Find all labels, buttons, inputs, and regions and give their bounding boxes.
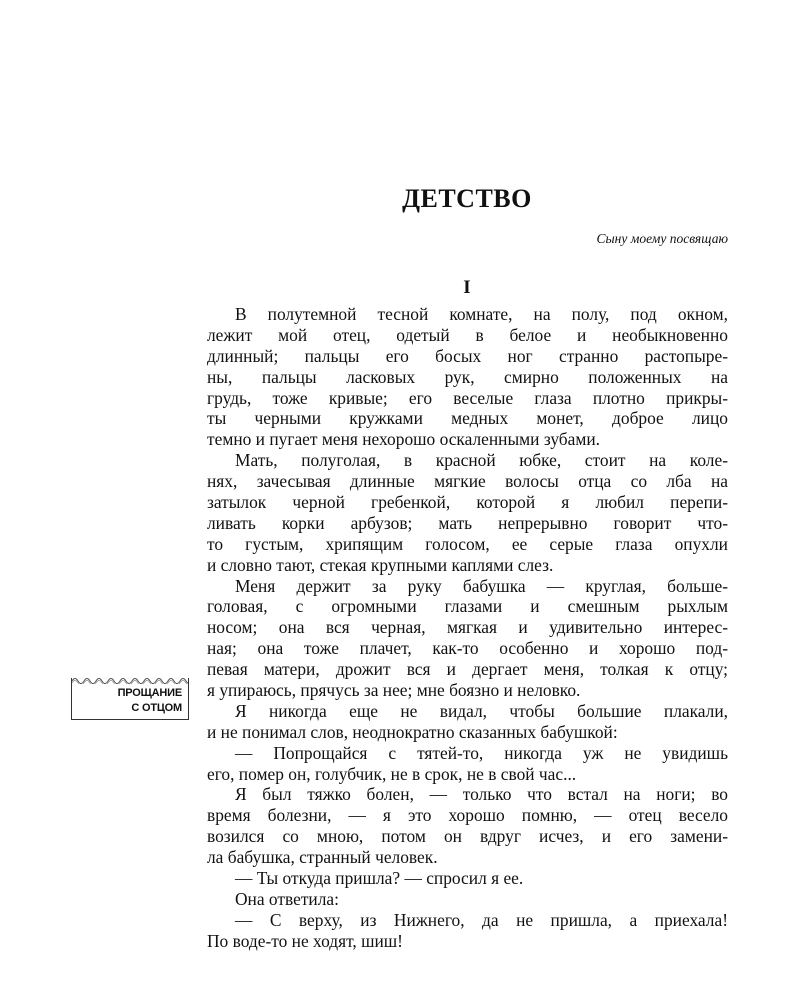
margin-note bbox=[71, 678, 189, 720]
text-line: Мать, полуголая, в красной юбке, стоит на коле- bbox=[235, 450, 728, 471]
dedication: Сыну моему посвящаю bbox=[596, 231, 728, 246]
torn-edge-ornament bbox=[72, 678, 189, 684]
text-line: ны, пальцы ласковых рук, смирно положенных на bbox=[207, 366, 728, 387]
text-line: его, помер он, голубчик, не в срок, не в свой час... bbox=[207, 763, 577, 784]
text-line: Меня держит за руку бабушка — круглая, больше- bbox=[235, 575, 728, 596]
text-line: — С верху, из Нижнего, да не пришла, а приехала! bbox=[235, 909, 728, 930]
chapter-number: I bbox=[463, 277, 471, 298]
text-line: певая матери, дрожит вся и дергает меня, толкая к отцу; bbox=[207, 659, 728, 680]
text-line: я упираюсь, прячусь за нее; мне боязно и неловко. bbox=[207, 680, 581, 701]
text-line: ливать корки арбузов; мать непрерывно говорит что- bbox=[207, 512, 728, 533]
text-line: ты черными кружками медных монет, доброе лицо bbox=[207, 408, 728, 429]
text-line: По воде-то не ходят, шиш! bbox=[207, 930, 403, 951]
margin-note-line: С ОТЦОМ bbox=[131, 702, 182, 714]
text-line: затылок черной гребенкой, которой я любил перепи- bbox=[207, 492, 728, 513]
body-text bbox=[207, 304, 728, 952]
text-line: возился со мною, потом он вдруг исчез, и его замени- bbox=[207, 826, 728, 847]
text-line: Я никогда еще не видал, чтобы большие плакали, bbox=[235, 700, 728, 721]
text-line: темно и пугает меня нехорошо оскаленными зубами. bbox=[207, 429, 601, 450]
text-line: лежит мой отец, одетый в белое и необыкновенно bbox=[207, 324, 728, 345]
text-line: длинный; пальцы его босых ног странно растопыре- bbox=[207, 345, 728, 366]
text-line: ная; она тоже плачет, как-то особенно и хорошо под- bbox=[207, 638, 728, 659]
text-line: — Ты откуда пришла? — спросил я ее. bbox=[235, 868, 524, 889]
chapter-title: ДЕТСТВО bbox=[402, 184, 532, 213]
text-line: Она ответила: bbox=[235, 888, 339, 909]
text-line: Я был тяжко болен, — только что встал на ноги; во bbox=[235, 784, 728, 805]
text-line: и не понимал слов, неоднократно сказанных бабушкой: bbox=[207, 721, 618, 742]
text-line: нях, зачесывая длинные мягкие волосы отца со лба на bbox=[207, 471, 728, 492]
text-line: — Попрощайся с тятей-то, никогда уж не увидишь bbox=[235, 742, 728, 763]
text-line: то густым, хрипящим голосом, ее серые глаза опухли bbox=[207, 533, 728, 554]
text-line: ла бабушка, странный человек. bbox=[207, 847, 438, 868]
text-line: носом; она вся черная, мягкая и удивительно интерес- bbox=[207, 617, 728, 638]
text-line: грудь, тоже кривые; его веселые глаза плотно прикры- bbox=[207, 387, 728, 408]
text-line: и словно тают, стекая крупными каплями слез. bbox=[207, 554, 554, 575]
text-line: В полутемной тесной комнате, на полу, под окном, bbox=[235, 304, 728, 324]
margin-note-line: ПРОЩАНИЕ bbox=[117, 687, 182, 699]
margin-note-text bbox=[118, 686, 182, 716]
text-line: время болезни, — я это хорошо помню, — отец весело bbox=[207, 805, 728, 826]
text-line: головая, с огромными глазами и смешным рыхлым bbox=[207, 596, 728, 617]
